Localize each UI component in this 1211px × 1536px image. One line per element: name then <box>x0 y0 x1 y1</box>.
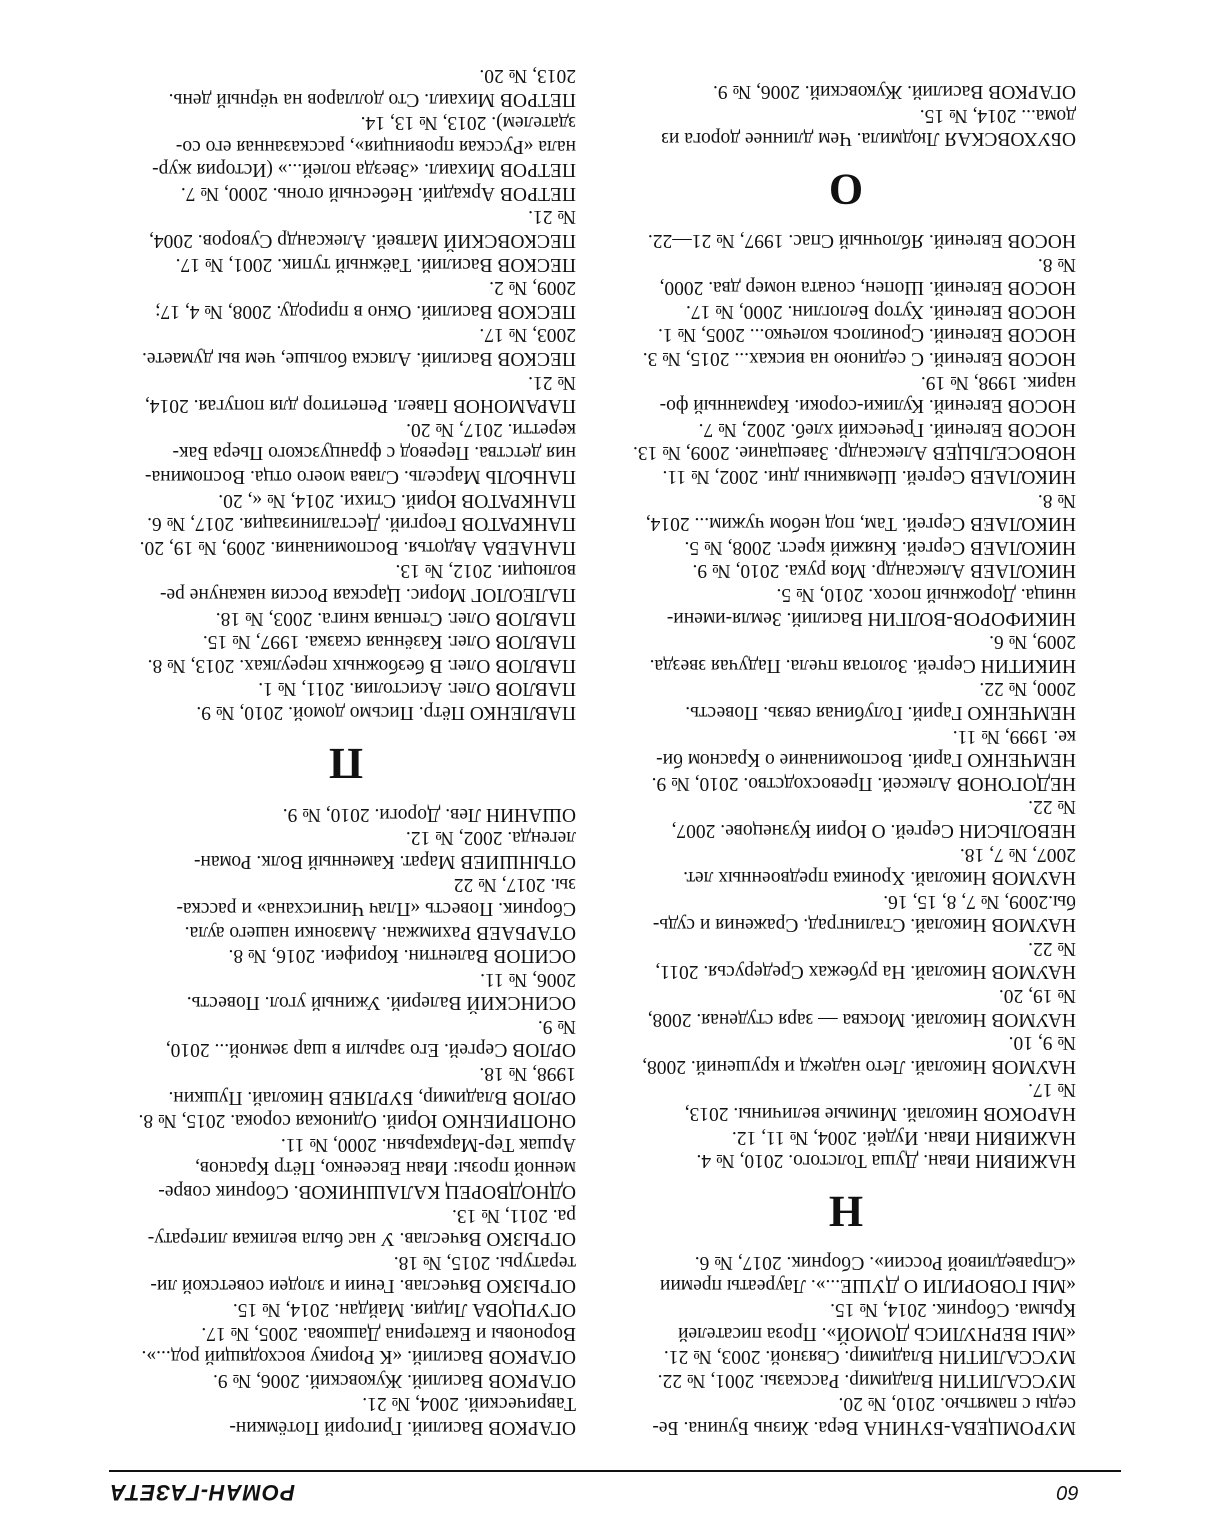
index-entry-line: НАРОКОВ Николай. Мнимые величины. 2013, <box>684 1103 1076 1125</box>
index-entry-line: НЕДОГОНОВ Алексей. Превосходство. 2010, № 9. <box>651 772 1076 794</box>
index-entry-line: НИКОЛАЕВ Сергей. Шемякины дни. 2002, № 11. <box>662 466 1076 488</box>
index-entry-line: «Справедливой России». Сборник. 2017, № 6. <box>694 1251 1076 1273</box>
index-entry-line: ОНОПРИЕНКО Юрий. Одинокая сорока. 2015, № 8. <box>138 1110 576 1132</box>
index-entry-line: № 8. <box>1037 253 1076 275</box>
index-entry-line: ОТАРБАЕВ Рахимжан. Амазонки нашего аула. <box>184 921 576 943</box>
index-entry-line: НОСОВ Евгений. Яблочный Спас. 1997, № 21—22. <box>647 230 1076 252</box>
index-entry-line: бы.2009, № 7, 8, 15, 16. <box>883 890 1076 912</box>
page-number: 60 <box>1056 1481 1079 1503</box>
index-entry-line: НОСОВ Евгений. Греческий хлеб. 2002, № 7. <box>698 418 1076 440</box>
index-entry-line: «МЫ ВЕРНУЛИСЬ ДОМОЙ». Проза писателей <box>678 1322 1076 1344</box>
index-entry-line: ОГАРКОВ Василий. Жуковский. 2006, № 9. <box>713 81 1076 103</box>
index-entry-line: 2013, № 20. <box>479 64 576 86</box>
index-entry-line: керетти. 2017, № 20. <box>406 418 576 440</box>
index-entry-line: седы с памятью. 2010, № 20. <box>838 1393 1076 1415</box>
index-entry-line: № 9, 10. <box>1008 1032 1076 1054</box>
index-entry-line: № 9. <box>537 1015 576 1037</box>
index-entry-line: № 21. <box>528 371 576 393</box>
index-entry-line: НОСОВ Евгений. Шопен, соната номер два. 2000, <box>659 277 1076 299</box>
index-entry-line: ОГРЫЗКО Вячеслав. У нас была великая литерату- <box>147 1228 576 1250</box>
index-entry-line: Таврический. 2004, № 21. <box>362 1393 576 1415</box>
index-entry-line: НИКИФОРОВ-ВОЛГИН Василий. Земля-имени- <box>666 607 1076 629</box>
index-entry-line: ПАВЛОВ Олег. Степная книга. 2003, № 18. <box>215 607 576 629</box>
index-entry-line: НАУМОВ Николай. Лето надежд и крушений. 2008, <box>642 1055 1076 1077</box>
index-entry-line: НАУМОВ Николай. Хроника предвоенных лет. <box>683 867 1076 889</box>
index-entry-line: № 19, 20. <box>998 985 1076 1007</box>
index-entry-line: ОСИНСКИЙ Валерий. Ужиный угол. Повесть. <box>186 992 576 1014</box>
index-entry-line: ПАНЬОЛЬ Марсель. Слава моего отца. Воспомина- <box>145 466 576 488</box>
index-entry-line: здателем). 2013, № 13, 14. <box>360 112 576 134</box>
index-entry-line: нала «Русская провинция», рассказанная его со- <box>175 135 576 157</box>
index-entry-line: ОСИПОВ Валентин. Корифеи. 2016, № 8. <box>228 945 576 967</box>
index-entry-line: ра. 2011, № 13. <box>451 1204 576 1226</box>
index-entry-line: НЕМЧЕНКО Гарий. Воспоминание о Красном би- <box>656 749 1076 771</box>
index-entry-line: ОРЛОВ Владимир, БУРЛЯЕВ Николай. Пушкин. <box>168 1086 576 1108</box>
index-entry-line: ОДНОДВОРЕЦ КАЛАШНИКОВ. Сборник совре- <box>158 1181 576 1203</box>
index-entry-line: НЕМЧЕНКО Гарий. Голубиная связь. Повесть. <box>685 701 1076 723</box>
index-entry-line: ПЕСКОВ Василий. Аляска больше, чем вы думаете. <box>141 348 576 370</box>
index-entry-line: ОГРЫЗКО Вячеслав. Гении и злодеи советской ли- <box>150 1275 576 1297</box>
index-entry-line: зы. 2017, № 22 <box>453 874 576 896</box>
index-entry-line: ОБУХОВСКАЯ Людмила. Чем длиннее дорога из <box>661 128 1076 150</box>
index-entry-line: ПАЛЕОЛОГ Морис. Царская Россия накануне ре- <box>159 584 576 605</box>
index-entry-line: ПАНКРАТОВ Юрий. Стихи. 2014, № «, 20. <box>218 489 576 511</box>
index-entry-line: НИКИТИН Сергей. Золотая пчела. Падучая звезда. <box>649 654 1076 676</box>
index-entry-line: № 17. <box>1028 1079 1076 1101</box>
index-entry-line: № 21. <box>528 206 576 228</box>
index-entry-line: НОСОВ Евгений. Сронилось колечко... 2005, № 1. <box>658 324 1076 346</box>
index-entry-line: МУССАЛИТИН Владимир. Рассказы. 2001, № 22. <box>657 1369 1076 1391</box>
index-entry-line: нарик. 1998, № 19. <box>920 371 1076 393</box>
index-entry-line: 2003, № 17. <box>479 324 576 346</box>
index-entry-line: ПЕТРОВ Аркадий. Небесный огонь. 2000, № 7. <box>180 182 576 204</box>
index-entry-line: ОШАНИН Лев. Дороги. 2010, № 9. <box>282 803 576 825</box>
index-entry-line: ПАВЛОВ Олег. В безбожных переулках. 2013, № 8. <box>147 654 576 676</box>
index-entry-line: ПАНКРАТОВ Георгий. Десталинизация. 2017, № 6. <box>147 513 576 535</box>
index-entry-line: ПЕСКОВ Василий. Таёжный тупик. 2001, № 17. <box>175 253 576 275</box>
section-letter: Н <box>828 1187 864 1237</box>
index-entry-line: ОГАРКОВ Василий. Жуковский. 2006, № 9. <box>213 1369 576 1391</box>
index-entry-line: ПАВЛЕНКО Пётр. Письмо домой. 2010, № 9. <box>196 701 576 723</box>
index-entry-line: № 8. <box>1037 489 1076 511</box>
index-entry-line: 2000, № 22. <box>979 678 1076 700</box>
index-entry-line: НИКОЛАЕВ Сергей. Княжий крест. 2008, № 5. <box>684 536 1076 558</box>
index-entry-line: НАУМОВ Николай. На рубежах Средерусья. 2011, <box>655 961 1076 983</box>
index-entry-line: 2006, № 11. <box>480 968 576 990</box>
index-entry-line: ПАНАЕВА Авдотья. Воспоминания. 2009, № 19, 20. <box>139 536 576 558</box>
index-entry-line: тературы. 2015, № 18. <box>393 1251 576 1273</box>
index-entry-line: ПАВЛОВ Олег. Асистолия. 2011, № 1. <box>258 678 576 700</box>
magazine-title: РОМАН-ГАЗЕТА <box>109 1480 295 1505</box>
index-entry-line: Вороновы и Екатерина Дашкова. 2005, № 17. <box>201 1322 576 1344</box>
index-entry-line: 2007, № 7, 18. <box>959 843 1076 865</box>
index-entry-line: ПАВЛОВ Олег. Казённая сказка. 1997, № 15. <box>202 631 576 653</box>
index-entry-line: дома... 2014, № 15. <box>919 104 1076 126</box>
index-entry-line: НОВОСЕЛЬЦЕВ Александр. Завещание. 2009, № 13. <box>632 442 1076 464</box>
index-entry-line: НАУМОВ Николай. Сталинград. Сражения и судь- <box>652 914 1076 936</box>
index-entry-line: «МЫ ГОВОРИЛИ О ДУШЕ...». Лауреаты премии <box>659 1275 1076 1297</box>
index-entry-line: легенда. 2002, № 12. <box>405 827 576 849</box>
index-entry-line: ОГАРКОВ Василий. «К Рюрику восходящий род...». <box>141 1346 576 1368</box>
index-entry-line: нница. Дорожный посох. 2010, № 5. <box>776 584 1076 605</box>
index-entry-line: № 22. <box>1028 796 1076 818</box>
section-letter: О <box>828 165 864 215</box>
index-entry-line: 2009, № 2. <box>489 277 576 299</box>
section-letter: П <box>328 738 364 788</box>
index-entry-line: Аршак Тер-Маркарьян. 2000, № 11. <box>280 1133 576 1155</box>
index-entry-line: ния детства. Перевод с французского Пьера Бак- <box>172 442 576 464</box>
index-entry-line: Крыма. Сборник. 2014, № 15. <box>830 1299 1076 1321</box>
index-entry-line: ПЕТРОВ Михаил. «Звезда полей...» (История жур- <box>152 159 576 181</box>
index-entry-line: 1998, № 18. <box>479 1063 576 1085</box>
index-entry-line: 2009, № 6. <box>989 631 1076 653</box>
index-entry-line: ОТЫНШИЕВ Марат. Каменный Волк. Роман- <box>194 850 576 872</box>
index-entry-line: МУРОМЦЕВА-БУНИНА Вера. Жизнь Бунина. Бе- <box>652 1417 1076 1438</box>
index-column-right <box>116 63 576 1439</box>
index-column-left <box>616 80 1076 1439</box>
index-entry-line: ОРЛОВ Сергей. Его зарыли в шар земной... 2010, <box>165 1039 576 1061</box>
index-entry-line: ПЕСКОВ Василий. Окно в природу. 2008, № 4, 17; <box>155 300 576 322</box>
index-entry-line: № 22. <box>1028 937 1076 959</box>
index-entry-line: менной прозы: Иван Евсеенко, Пётр Краснов, <box>194 1157 576 1179</box>
index-entry-line: НИКОЛАЕВ Александр. Моя рука. 2010, № 9. <box>692 560 1076 582</box>
page-header <box>109 1470 1121 1506</box>
index-entry-line: ПАРАМОНОВ Павел. Репетитор для попугая. 2014, <box>144 395 576 417</box>
index-entry-line: НОСОВ Евгений. С сединою на висках... 2015, № 3. <box>642 348 1076 370</box>
index-entry-line: НИКОЛАЕВ Сергей. Там, под небом чужим... 2014, <box>645 513 1076 535</box>
index-entry-line: ОГАРКОВ Василий. Григорий Потёмкин- <box>229 1417 576 1438</box>
index-entry-line: волюции. 2012, № 13. <box>395 560 576 582</box>
index-entry-line: НОСОВ Евгений. Хутор Белоглин. 2000, № 17. <box>686 300 1076 322</box>
index-entry-line: МУССАЛИТИН Владимир. Связной. 2003, № 21. <box>663 1346 1076 1368</box>
index-entry-line: ПЕТРОВ Михаил. Сто долларов на чёрный день. <box>168 88 576 110</box>
index-entry-line: НОСОВ Евгений. Кулики-сороки. Карманный фо- <box>659 395 1076 417</box>
index-entry-line: НАУМОВ Николай. Москва — заря студеная. 2008, <box>647 1008 1076 1030</box>
index-entry-line: ке. 1999, № 11. <box>952 725 1076 747</box>
index-entry-line: Сборник. Повесть «Плач Чингисхана» и расска- <box>176 897 576 919</box>
index-entry-line: НЕВОЛЬСИН Сергей. О Юрии Кузнецове. 2007, <box>671 819 1076 841</box>
index-entry-line: ОГУРЦОВА Лидия. Майдан. 2014, № 15. <box>232 1299 576 1321</box>
index-entry-line: НАЖИВИН Иван. Душа Толстого. 2010, № 4. <box>696 1150 1076 1172</box>
index-entry-line: НАЖИВИН Иван. Иудей. 2004, № 11, 12. <box>731 1126 1076 1148</box>
index-entry-line: ПЕСКОВСКИЙ Матвей. Александр Суворов. 2004, <box>148 230 576 252</box>
